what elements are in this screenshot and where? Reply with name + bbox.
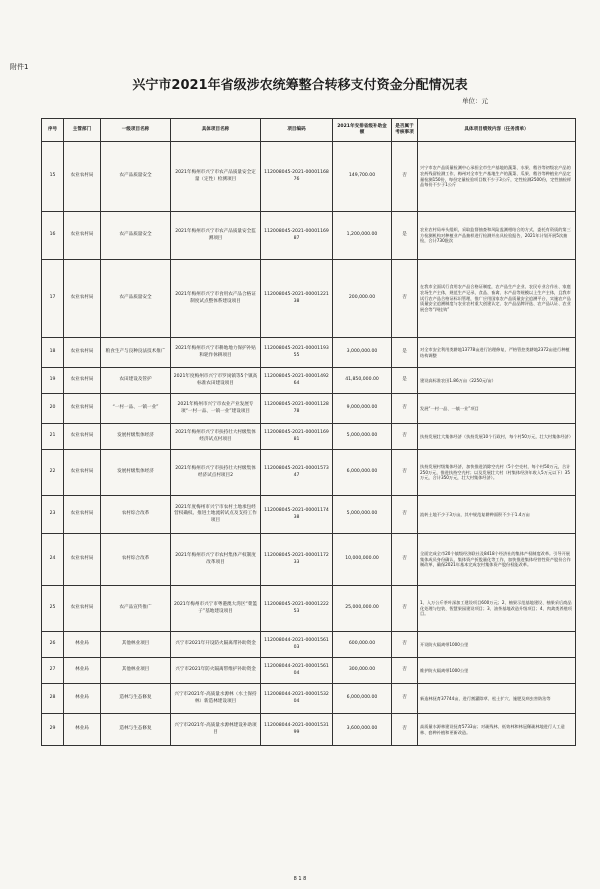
row-content: 在我市全面试行食用农产品合格证制度，农产品生产企业、农民专业合作社、家庭农场生产主体，规范生产记录，食品、畜禽、水产品等规模以上生产主体，且我市试行农产品合格证标识管理，推广应用国家农产品质量安全追溯平台，实施农产品质量安全追溯制度与农业农村重大创建认定、农产品品牌评选、农产品认证、农业展会等“四挂钩” (418, 260, 576, 338)
row-no: 18 (42, 338, 64, 368)
row-code: 112008044-2021-0000156103 (261, 632, 333, 658)
table-row (42, 632, 576, 658)
row-code: 112008045-2021-0000117438 (261, 496, 333, 534)
row-amount: 149,700.00 (333, 142, 392, 212)
table-row (42, 450, 576, 496)
row-assess: 否 (392, 260, 418, 338)
row-amount: 3,000,000.00 (333, 338, 392, 368)
row-assess: 否 (392, 534, 418, 586)
row-content: 流转土地不少于3万亩，其中规范复耕种面积不少于1.4万亩 (418, 496, 576, 534)
table-row (42, 534, 576, 586)
row-code: 112008044-2021-0000156104 (261, 658, 333, 684)
table-row (42, 496, 576, 534)
row-assess: 否 (392, 450, 418, 496)
row-dept: 农业农村局 (64, 394, 101, 424)
header-category: 一级项目名称 (101, 119, 171, 142)
table-row (42, 212, 576, 260)
row-assess: 否 (392, 394, 418, 424)
row-dept: 农业农村局 (64, 534, 101, 586)
page-title: 兴宁市2021年省级涉农统筹整合转移支付资金分配情况表 (132, 78, 468, 93)
row-no: 19 (42, 368, 64, 394)
row-assess: 否 (392, 632, 418, 658)
row-assess: 否 (392, 424, 418, 450)
row-project: 兴宁市2021年开设防火隔离带补助资金 (171, 632, 261, 658)
allocation-table (41, 118, 576, 746)
row-content: 1、入万公斤茶叶深加工建设项目600万元；2、柚果示范基地建设、柚果采后商品化处理与包装、智慧果园建设项目；3、油茶基地改造升级项目；4、肉禽类养殖项目。 (418, 586, 576, 632)
row-assess: 否 (392, 142, 418, 212)
row-amount: 5,000,000.00 (333, 424, 392, 450)
table-row (42, 142, 576, 212)
table-row (42, 714, 576, 746)
table-row (42, 424, 576, 450)
row-category: 发展村级集体经济 (101, 424, 171, 450)
row-amount: 1,200,000.00 (333, 212, 392, 260)
row-project: 2021年梅州市兴宁市粤港澳大湾区“菜篮子”基地建设项目 (171, 586, 261, 632)
row-amount: 6,000,000.00 (333, 450, 392, 496)
row-code: 112008045-2021-0000112878 (261, 394, 333, 424)
row-content: 兴宁市农产品质量检测中心承担全市生产基地的蔬菜、水果、稻谷等初级农产品的农药残留检测工作，梅州对全市生产基地生产的蔬菜、瓜果、稻谷等种植业产品定量检测150份，每份定量检验项目数不少于3公斤，定性检测2500份，定性抽检样品每份不少于1公斤 (418, 142, 576, 212)
row-dept: 林业局 (64, 684, 101, 714)
row-amount: 9,000,000.00 (333, 394, 392, 424)
row-project: 2021年梅州市兴宁市农业产业发展专项“一村一品、一镇一业”建设项目 (171, 394, 261, 424)
row-assess: 是 (392, 212, 418, 260)
row-dept: 林业局 (64, 714, 101, 746)
row-no: 15 (42, 142, 64, 212)
row-amount: 3,600,000.00 (333, 714, 392, 746)
header-amount: 2021年安排省级补助金额 (333, 119, 392, 142)
row-amount: 5,000,000.00 (333, 496, 392, 534)
row-assess: 是 (392, 368, 418, 394)
row-project: 兴宁市2021年-高质量水源林建设补助项目 (171, 714, 261, 746)
row-code: 112008045-2021-0000116987 (261, 212, 333, 260)
row-amount: 41,850,000.00 (333, 368, 392, 394)
table-row (42, 394, 576, 424)
row-category: 农田建设及管护 (101, 368, 171, 394)
page-footer: 8 1 8 (293, 876, 307, 882)
row-dept: 农业农村局 (64, 142, 101, 212)
row-assess: 否 (392, 658, 418, 684)
row-code: 112008045-2021-0000116876 (261, 142, 333, 212)
row-code: 112008044-2021-0000153199 (261, 714, 333, 746)
unit-label: 单位：元 (462, 97, 488, 105)
row-no: 23 (42, 496, 64, 534)
row-code: 112008045-2021-0000122253 (261, 586, 333, 632)
row-amount: 6,000,000.00 (333, 684, 392, 714)
row-project: 2021年梅州市兴宁市耕地地力保护补贴和轮作休耕项目 (171, 338, 261, 368)
annex-label: 附件1 (10, 63, 29, 71)
row-code: 112008044-2021-0000153204 (261, 684, 333, 714)
row-project: 2021年梅州市兴宁市农产品质量安全定量（定性）检测项目 (171, 142, 261, 212)
row-dept: 林业局 (64, 658, 101, 684)
header-assess: 是否属于考核事项 (392, 119, 418, 142)
row-dept: 农业农村局 (64, 586, 101, 632)
row-project: 2021年梅州市兴宁市扶持壮大村级集体经济试点村项目 (171, 424, 261, 450)
row-no: 24 (42, 534, 64, 586)
row-dept: 农业农村局 (64, 450, 101, 496)
row-code: 112008045-2021-0000157347 (261, 450, 333, 496)
row-dept: 农业农村局 (64, 260, 101, 338)
row-category: 造林与生态修复 (101, 684, 171, 714)
row-assess: 否 (392, 684, 418, 714)
row-project: 兴宁市2021年-高质量水源林（水土保持林）新造林建设项目 (171, 684, 261, 714)
row-amount: 25,000,000.00 (333, 586, 392, 632)
row-category: 其他林业项目 (101, 632, 171, 658)
row-category: 农产品宣传推广 (101, 586, 171, 632)
row-code: 112008045-2021-0000149264 (261, 368, 333, 394)
row-category: 农产品质量安全 (101, 212, 171, 260)
row-project: 2021年度梅州市兴宁市罗岗镇等5个镇高标准农田建设项目 (171, 368, 261, 394)
row-project: 2021年梅州市兴宁市食用农产品合格证制度试点整体系建设项目 (171, 260, 261, 338)
row-dept: 农业农村局 (64, 368, 101, 394)
row-category: 其他林业项目 (101, 658, 171, 684)
row-dept: 农业农村局 (64, 338, 101, 368)
row-content: 扶持发展壮大集体经济（扶持发展10个行政村，每个村50万元，壮大村集体经济） (418, 424, 576, 450)
row-content: 全面完成全市20个镇级经济联社及8418个经济社的集体产权制度改革。引导开展集体成员身份确认、集体资产折股量化等工作，加快推进集体经营性资产股份合作制改革，确保2021年基本完成农村集体资产股份权能改革。 (418, 534, 576, 586)
row-no: 25 (42, 586, 64, 632)
row-amount: 10,000,000.00 (333, 534, 392, 586)
row-category: 发展村级集体经济 (101, 450, 171, 496)
row-no: 26 (42, 632, 64, 658)
row-content: 农业农村局牵头组织，采取监督抽查和风险监测相结合的方式，委托有资质的第三方检测机构对种植业产品抽样进行检测并出具检验报告，2021年计划开展5次抽检，合计730批次 (418, 212, 576, 260)
row-dept: 林业局 (64, 632, 101, 658)
table-body (42, 142, 576, 746)
row-category: 农村综合改革 (101, 496, 171, 534)
row-code: 112008045-2021-0000119355 (261, 338, 333, 368)
row-code: 112008045-2021-0000116981 (261, 424, 333, 450)
row-content: 高质量水源林建设抚育5733亩；对疏残林、低效林和林冠稀疏林地进行人工造林、套种补植和更新改造。 (418, 714, 576, 746)
row-category: 造林与生态修复 (101, 714, 171, 746)
table-row (42, 368, 576, 394)
row-project: 2021年梅州市兴宁市农村集体产权制度改革项目 (171, 534, 261, 586)
table-row (42, 586, 576, 632)
row-category: 粮食生产与良种良法技术推广 (101, 338, 171, 368)
table-row (42, 684, 576, 714)
row-category: 农产品质量安全 (101, 142, 171, 212)
row-no: 20 (42, 394, 64, 424)
header-dept: 主管部门 (64, 119, 101, 142)
row-category: 农产品质量安全 (101, 260, 171, 338)
row-category: “一村一品、一镇一业” (101, 394, 171, 424)
row-assess: 是 (392, 338, 418, 368)
row-code: 112008045-2021-0000122138 (261, 260, 333, 338)
row-assess: 否 (392, 496, 418, 534)
row-dept: 农业农村局 (64, 496, 101, 534)
row-content: 建设高标准农田1.86万亩（2250元/亩） (418, 368, 576, 394)
row-no: 29 (42, 714, 64, 746)
table-header-row (42, 119, 576, 142)
row-dept: 农业农村局 (64, 424, 101, 450)
row-no: 28 (42, 684, 64, 714)
header-project: 具体项目名称 (171, 119, 261, 142)
row-project: 兴宁市2021年防火隔离带维护补助资金 (171, 658, 261, 684)
row-code: 112008045-2021-0000117233 (261, 534, 333, 586)
row-no: 17 (42, 260, 64, 338)
header-content: 具体项目绩效内容（任务清单） (418, 119, 576, 142)
row-amount: 200,000.00 (333, 260, 392, 338)
row-content: 对全市安全利用类耕地13778亩进行治理修复，严格管控类耕地2372亩进行种植结构调整 (418, 338, 576, 368)
row-content: 新造林抚育37744亩，进行割灌除草、松土扩穴、施肥及病虫害防治等 (418, 684, 576, 714)
row-category: 农村综合改革 (101, 534, 171, 586)
header-no: 序号 (42, 119, 64, 142)
row-project: 2021年梅州市兴宁市农产品质量安全监测项目 (171, 212, 261, 260)
row-assess: 否 (392, 586, 418, 632)
row-project: 2021年度梅州市兴宁市农村土地承包经营权确权、推进土地流转试点及支持工作项目 (171, 496, 261, 534)
row-project: 2021年梅州市兴宁市扶持壮大村级集体经济试点村项目2 (171, 450, 261, 496)
row-content: 发展“一村一品、一镇一业”项目 (418, 394, 576, 424)
row-content: 开设防火隔离带1000公里 (418, 632, 576, 658)
row-content: 维护防火隔离带1000公里 (418, 658, 576, 684)
table-row (42, 658, 576, 684)
row-amount: 300,000.00 (333, 658, 392, 684)
row-dept: 农业农村局 (64, 212, 101, 260)
row-no: 22 (42, 450, 64, 496)
row-assess: 否 (392, 714, 418, 746)
row-amount: 600,000.00 (333, 632, 392, 658)
header-code: 项目编码 (261, 119, 333, 142)
row-no: 16 (42, 212, 64, 260)
row-no: 21 (42, 424, 64, 450)
row-no: 27 (42, 658, 64, 684)
table-row (42, 260, 576, 338)
row-content: 扶持发展村级集体经济，加快推进消除空壳村（5个空壳村，每个村50万元，合计250万元，推进扶持空壳村；以及发展壮大村（村集体经济年收入5万元以下）35万元，合计350万元，壮大村集体经济）。 (418, 450, 576, 496)
table-row (42, 338, 576, 368)
